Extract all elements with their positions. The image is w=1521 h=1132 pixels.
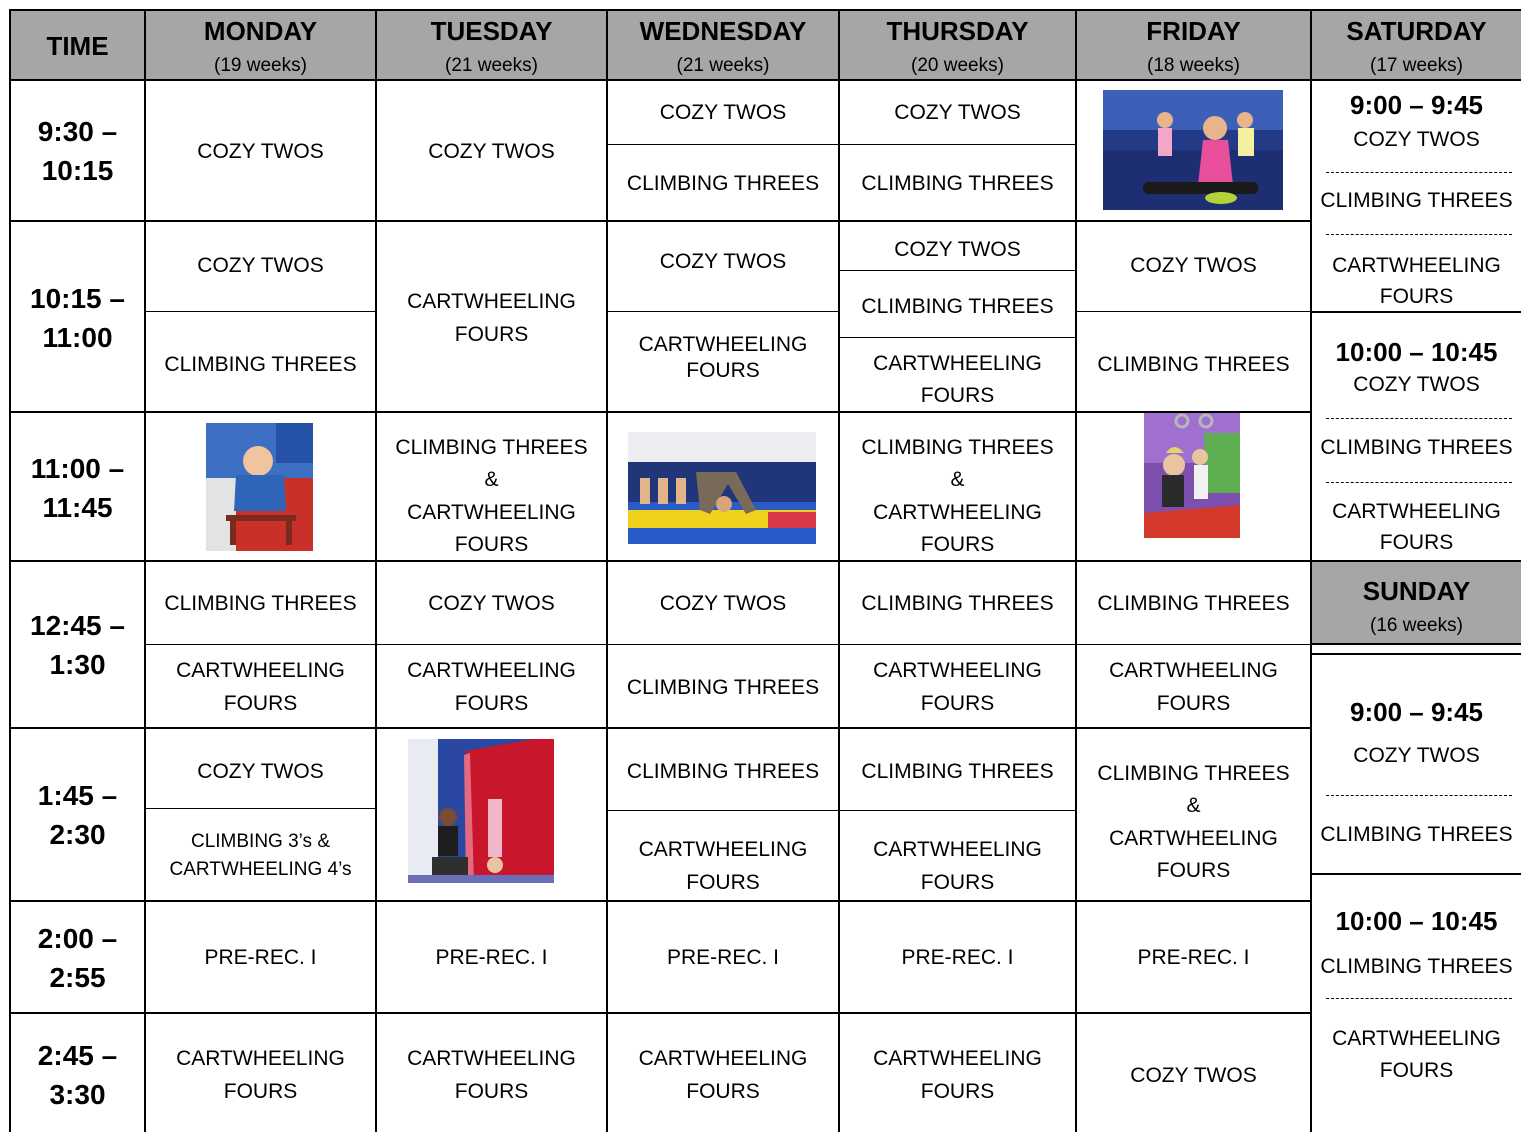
class-cell: CLIMBING THREES	[1320, 436, 1513, 459]
class-cell: PRE-REC. I	[435, 946, 548, 969]
class-cell: FOURS	[686, 1080, 760, 1103]
class-cell: FOURS	[686, 871, 760, 894]
grid-line	[9, 900, 1311, 902]
grid-line	[1310, 873, 1521, 875]
class-cell: FOURS	[223, 692, 298, 715]
class-cell: PRE-REC. I	[901, 946, 1014, 969]
class-cell: FOURS	[454, 692, 529, 715]
dashed-separator	[1326, 234, 1512, 235]
class-cell: COZY TWOS	[659, 592, 787, 615]
class-cell: COZY TWOS	[659, 250, 787, 273]
class-cell: FOURS	[454, 323, 529, 346]
grid-line	[606, 144, 1077, 145]
day-weeks-saturday: (17 weeks)	[1370, 55, 1463, 76]
class-cell: CARTWHEELING	[638, 1047, 808, 1070]
grid-line	[9, 79, 1521, 81]
class-cell: CARTWHEELING	[873, 838, 1042, 861]
class-cell: CARTWHEELING	[407, 290, 576, 313]
grid-line	[838, 270, 1076, 271]
photo-coach-girl-rings	[1144, 413, 1240, 538]
class-cell: CLIMBING THREES	[1097, 762, 1290, 785]
class-cell: CARTWHEELING	[873, 501, 1042, 524]
day-weeks-sunday: (16 weeks)	[1370, 615, 1463, 636]
class-cell: COZY TWOS	[1130, 1064, 1257, 1087]
grid-line	[9, 1012, 1311, 1014]
class-cell: COZY TWOS	[197, 140, 324, 163]
class-cell: COZY TWOS	[197, 254, 324, 277]
class-cell: CLIMBING THREES	[861, 172, 1054, 195]
class-cell: FOURS	[920, 692, 995, 715]
class-cell: &	[1186, 794, 1201, 817]
class-cell: COZY TWOS	[1353, 744, 1480, 767]
class-cell: CARTWHEELING	[176, 659, 345, 682]
class-cell: FOURS	[920, 384, 995, 407]
time-slot-start: 9:30 –	[37, 116, 118, 147]
grid-line	[9, 411, 1311, 413]
time-slot-start: 10:15 –	[30, 283, 125, 314]
dashed-separator	[1326, 998, 1512, 999]
class-cell: FOURS	[1379, 285, 1454, 308]
grid-line	[838, 337, 1076, 338]
grid-line	[9, 560, 1521, 562]
class-cell: CARTWHEELING	[407, 1047, 576, 1070]
grid-line	[606, 311, 839, 312]
class-cell: CLIMBING THREES	[164, 592, 357, 615]
class-cell: CARTWHEELING	[407, 659, 576, 682]
class-cell: CLIMBING THREES	[861, 760, 1054, 783]
grid-line	[144, 311, 376, 312]
day-header-thursday: THURSDAY	[886, 16, 1029, 46]
class-cell: CLIMBING THREES	[626, 172, 820, 195]
time-slot-start: 12:45 –	[30, 610, 125, 641]
class-cell: FOURS	[454, 1080, 529, 1103]
class-cell: FOURS	[454, 533, 529, 556]
class-cell: FOURS	[920, 533, 995, 556]
class-cell: CARTWHEELING	[176, 1047, 345, 1070]
day-header-sunday: SUNDAY	[1362, 576, 1471, 606]
class-cell: CARTWHEELING	[873, 352, 1042, 375]
time-slot-start: 2:45 –	[37, 1040, 118, 1071]
time-slot-start: 2:00 –	[37, 923, 118, 954]
class-cell: CLIMBING THREES	[1320, 955, 1513, 978]
time-slot-end: 10:15	[41, 155, 114, 186]
class-cell: CARTWHEELING	[1109, 659, 1278, 682]
class-cell: CLIMBING THREES	[1320, 189, 1513, 212]
class-cell: COZY TWOS	[1353, 373, 1480, 396]
dashed-separator	[1326, 795, 1512, 796]
class-cell: CLIMBING THREES	[1097, 592, 1290, 615]
class-cell: PRE-REC. I	[666, 946, 779, 969]
photo-toddler-parallettes	[206, 423, 313, 551]
class-cell: FOURS	[223, 1080, 298, 1103]
class-cell: CARTWHEELING	[638, 838, 808, 861]
class-cell: PRE-REC. I	[1137, 946, 1250, 969]
grid-line	[144, 644, 1311, 645]
class-cell: &	[950, 468, 965, 491]
class-cell: COZY TWOS	[428, 592, 555, 615]
class-cell: COZY TWOS	[197, 760, 324, 783]
class-cell: CLIMBING 3’s &	[190, 831, 331, 852]
grid-line	[606, 810, 1076, 811]
time-slot-end: 1:30	[49, 649, 106, 680]
class-cell: CLIMBING THREES	[164, 353, 357, 376]
class-cell: FOURS	[920, 1080, 995, 1103]
day-weeks-tuesday: (21 weeks)	[445, 55, 538, 76]
grid-line	[9, 727, 1311, 729]
photo-girls-stretching	[1103, 90, 1283, 210]
dashed-separator	[1326, 172, 1512, 173]
class-cell: PRE-REC. I	[204, 946, 317, 969]
class-cell: CARTWHEELING 4’s	[169, 859, 352, 880]
class-cell: CARTWHEELING	[407, 501, 576, 524]
class-cell: CARTWHEELING	[638, 333, 808, 356]
dashed-separator	[1326, 482, 1512, 483]
class-cell: COZY TWOS	[894, 101, 1021, 124]
day-header-wednesday: WEDNESDAY	[639, 16, 807, 46]
dashed-separator	[1326, 418, 1512, 419]
sunday-slot-time: 9:00 – 9:45	[1350, 697, 1483, 727]
grid-line	[1075, 311, 1311, 312]
day-weeks-wednesday: (21 weeks)	[676, 55, 770, 76]
class-cell: CLIMBING THREES	[626, 760, 820, 783]
class-cell: COZY TWOS	[894, 238, 1021, 261]
day-weeks-thursday: (20 weeks)	[911, 55, 1004, 76]
class-cell: CARTWHEELING	[873, 659, 1042, 682]
grid-line	[144, 808, 376, 809]
class-cell: FOURS	[1379, 1059, 1454, 1082]
saturday-slot-time: 10:00 – 10:45	[1335, 337, 1498, 367]
grid-line	[9, 9, 1521, 11]
time-column-header: TIME	[46, 31, 109, 61]
grid-line	[9, 220, 1311, 222]
class-cell: FOURS	[1379, 531, 1454, 554]
class-cell: CLIMBING THREES	[861, 295, 1054, 318]
class-cell: CLIMBING THREES	[626, 676, 820, 699]
class-cell: FOURS	[920, 871, 995, 894]
class-cell: CARTWHEELING	[1332, 500, 1501, 523]
class-cell: CARTWHEELING	[873, 1047, 1042, 1070]
time-slot-end: 11:45	[42, 492, 113, 523]
class-cell: COZY TWOS	[659, 101, 787, 124]
photo-child-handstand-gym	[628, 432, 816, 544]
class-cell: CARTWHEELING	[1109, 827, 1278, 850]
photo-handstand-wall-mat	[408, 739, 554, 883]
class-cell: CLIMBING THREES	[861, 592, 1054, 615]
class-cell: COZY TWOS	[1130, 254, 1257, 277]
day-header-tuesday: TUESDAY	[430, 16, 553, 46]
time-slot-end: 2:55	[49, 962, 106, 993]
day-weeks-friday: (18 weeks)	[1147, 55, 1240, 76]
sunday-slot-time: 10:00 – 10:45	[1335, 906, 1498, 936]
grid-line	[1310, 653, 1521, 655]
class-cell: CARTWHEELING	[1332, 1027, 1501, 1050]
class-cell: CARTWHEELING	[1332, 254, 1501, 277]
class-cell: CLIMBING THREES	[395, 436, 588, 459]
day-header-saturday: SATURDAY	[1346, 16, 1487, 46]
class-cell: COZY TWOS	[1353, 128, 1480, 151]
day-weeks-monday: (19 weeks)	[214, 55, 307, 76]
class-cell: CLIMBING THREES	[1097, 353, 1290, 376]
time-slot-start: 11:00 –	[30, 453, 125, 484]
class-cell: COZY TWOS	[428, 140, 555, 163]
grid-line	[1310, 643, 1521, 645]
class-cell: FOURS	[1156, 692, 1231, 715]
time-slot-end: 2:30	[49, 819, 106, 850]
day-header-friday: FRIDAY	[1146, 16, 1241, 46]
time-slot-end: 11:00	[42, 322, 113, 353]
class-cell: FOURS	[1156, 859, 1231, 882]
class-cell: CLIMBING THREES	[1320, 823, 1513, 846]
day-header-monday: MONDAY	[203, 16, 318, 46]
time-slot-end: 3:30	[49, 1079, 106, 1110]
grid-line	[1310, 311, 1521, 313]
class-cell: FOURS	[686, 359, 760, 382]
class-cell: CLIMBING THREES	[861, 436, 1054, 459]
saturday-slot-time: 9:00 – 9:45	[1350, 90, 1483, 120]
time-slot-start: 1:45 –	[37, 780, 118, 811]
class-cell: &	[484, 468, 499, 491]
